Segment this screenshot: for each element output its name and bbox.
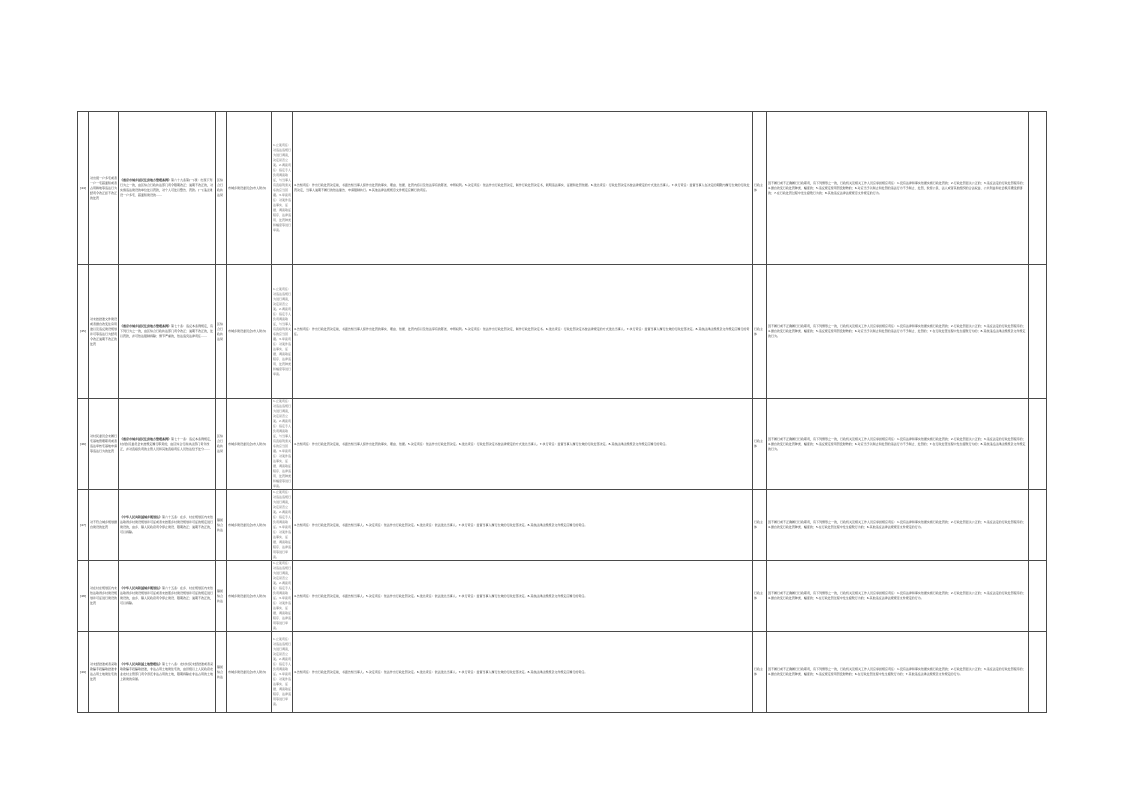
liability-text-b: 3.违反法定的行政处罚程序的；4.擅自改变行政处罚种类、幅度的；5.在行政处罚过程中发生腐败行为的；6.其他违反法律法规规章文件规定的行为。 <box>768 591 1026 600</box>
responsibility-summary: 1.立案责任：对违法违规行为进行调查，决定是否立案。2.调查责任：指定专人负责调查取证，与当事人有直接利害关系的应当回避。3.审查责任：对案件违法事实、证据、调查取证程序、法律适用、处罚种类和幅度等进行审查。 <box>272 112 293 265</box>
liability-text-a: 因不履行或不正确履行行政职责，有下列情形之一的，行政机关及相关工作人员应承担相应责任：1.没有法律和事实依据实施行政处罚的；2.行政处罚显失公正的； <box>768 520 984 524</box>
remarks-cell <box>1029 112 1047 265</box>
remarks-cell <box>1029 632 1047 713</box>
legal-basis <box>119 561 216 632</box>
item-name: 对未按批准文件建设或者擅自改变住房用途以及违反建设规划许可等违法行为经责令改正逾期不改正的处罚 <box>89 265 119 399</box>
liability-text-a: 因不履行或不正确履行行政职责，有下列情形之一的，行政机关及相关工作人员应承担相应责任：1.没有法律和事实依据实施行政处罚的；2.行政处罚显失公正的；3.违反法定的行政处罚程序的；4.擅自改变行政处罚种类、幅度的；5.违反规定使用罚没财物的； <box>768 180 1026 190</box>
law-title: 《中华人民共和国城乡规划法》 <box>120 586 163 590</box>
responsibility-detail: 4.告知责任：作出行政处罚决定前，书面告知当事人。5.决定责任：依法作出行政处罚决定。6.送达责任：依法送达当事人。7.执行责任：监督当事人履行生效的行政处罚决定。8.其他法律法规规章文件规定应履行的责任。 <box>293 490 753 561</box>
table-row <box>78 490 1047 561</box>
responsibility-summary: 1.立案责任：对违法违规行为进行调查，决定是否立案。2.调查责任：指定专人负责调查取证，与当事人有直接利害关系的应当回避。3.审查责任：对案件违法事实、证据、调查取证程序、法律适用、处罚种类和幅度等进行审查。 <box>272 265 293 399</box>
item-name: 对村民委员会未履行宅基地管理职责或者违法审核宅基地申请等违法行为的处罚 <box>89 399 119 490</box>
responsible-department: 市城乡建设委员会(市人防办) <box>227 561 272 632</box>
responsible-department: 市城乡建设委员会(市人防办) <box>227 490 272 561</box>
item-name: 对出现一户多宅或者一户一宅超面积或者占用耕地等违法行为经责令改正拒不改正的处罚 <box>89 112 119 265</box>
liability-text-b: 4.擅自改变行政处罚种类、幅度的；5.违反规定使用罚没财物的；6.对应当予以制止和处罚的违法行为不予制止、处罚的；7.在行政处罚过程中发生腐败行为的；8.其他违反法律法规规章文件规定的行为。 <box>768 441 1026 451</box>
row-number: [48] <box>78 561 89 632</box>
responsibility-detail: 4.告知责任：作出行政处罚决定前，书面告知当事人。5.决定责任：依法作出行政处罚决定。6.送达责任：依法送达当事人。7.执行责任：监督当事人履行生效的行政处罚决定。8.其他法律法规规章文件规定应履行的责任。 <box>293 561 753 632</box>
responsibility-summary: 1.立案责任：对违法违规行为进行调查，决定是否立案。2.调查责任：指定专人负责调查取证，与当事人有直接利害关系的应当回避。3.审查责任：对案件违法事实、证据、调查取证程序、法律适用、处罚种类和幅度等进行审查。 <box>273 399 292 488</box>
law-title: 《南京市城乡居民住房地方管理条例》 <box>120 178 172 182</box>
liability-situations <box>767 632 1029 713</box>
legal-basis <box>119 112 216 265</box>
liability-situations <box>767 112 1029 265</box>
law-title: 《南京市城乡居民住房地方管理条例》 <box>120 324 172 328</box>
legal-basis <box>119 632 216 713</box>
legal-basis <box>119 265 216 399</box>
row-number: [47] <box>78 490 89 561</box>
law-text: 第七十条：违反本条例规定，有下列行为之一的，由区综合行政执法部门责令改正；逾期不改正的，处以罚款，并可依法强制拆除；情节严重的，依法追究法律责任…… <box>120 324 214 338</box>
responsible-department: 市城乡建设委员会(市人防办) <box>227 112 272 265</box>
responsibility-detail: 4.告知责任：作出行政处罚决定前，书面告知当事人拟作出处罚的事实、理由、依据。5.决定责任：依法作出行政处罚决定。6.送达责任：行政处罚决定书按法律规定的方式送达当事人。7.执行责任：监督当事人履行生效的行政处罚决定。8.其他法律法规规章文件规定应履行的责任。 <box>293 399 753 490</box>
responsible-department: 市城乡建设委员会(市人防办) <box>227 265 272 399</box>
power-list-table <box>77 111 1047 713</box>
legal-basis <box>119 399 216 490</box>
implementing-subject: 镇街综合执法 <box>216 490 227 561</box>
row-number: [44] <box>78 112 89 265</box>
liability-text-a: 因不履行或不正确履行行政职责，有下列情形之一的，行政机关及相关工作人员应承担相应责任：1.没有法律和事实依据实施行政处罚的；2.行政处罚显失公正的； <box>768 667 984 671</box>
liability-text-a: 因不履行或不正确履行行政职责，有下列情形之一的，行政机关及相关工作人员应承担相应责任：1.没有法律和事实依据实施行政处罚的；2.行政处罚显失公正的； <box>768 591 984 595</box>
implementing-subject: 区综合行政执法局 <box>216 399 227 490</box>
law-text: 第七十一条：违反本条例规定，村(居)民委员会未按规定履行职责的，由区综合行政执法部门责令改正，并对直接负责的主管人员和其他直接责任人员依法给予处分…… <box>120 436 214 451</box>
liability-subject: 行政主体 <box>753 490 767 561</box>
law-title: 《南京市城乡居民住房地方管理条例》 <box>120 436 172 441</box>
law-text: 第六十五条：在乡、村庄规划区内未依法取得乡村建设规划许可证或者未按照乡村建设规划许可证的规定进行建设的，由乡、镇人民政府责令停止建设、限期改正；逾期不改正的，可以拆除。 <box>120 515 214 534</box>
implementing-subject: 镇街综合执法 <box>216 561 227 632</box>
implementing-subject: 镇街综合执法 <box>216 632 227 713</box>
table-row <box>78 561 1047 632</box>
item-name: 对未经批准或者采取欺骗手段骗取批准非法占用土地建住宅的处罚 <box>89 632 119 713</box>
liability-text-a: 因不履行或不正确履行行政职责，有下列情形之一的，行政机关及相关工作人员应承担相应责任：1.没有法律和事实依据实施行政处罚的；2.行政处罚显失公正的；3.违反法定的行政处罚程序的；4.擅自改变行政处罚种类、幅度的； <box>768 324 1026 333</box>
liability-subject: 行政主体 <box>753 561 767 632</box>
table-row <box>78 399 1047 490</box>
implementing-subject: 区综合行政执法局 <box>216 265 227 399</box>
liability-text-b: 5.违反规定使用罚没财物的；6.对应当予以制止和处罚的违法行为不予制止、处罚的；7.在行政处罚过程中发生腐败行为的；8.其他违反法律法规规章文件规定的行为。 <box>768 329 1026 338</box>
implementing-subject: 区综合行政执法局 <box>216 112 227 265</box>
remarks-cell <box>1029 265 1047 399</box>
law-text: 第六十五条：在乡、村庄规划区内未依法取得乡村建设规划许可证或者未按照乡村建设规划许可证的规定进行建设的，由乡、镇人民政府责令停止建设、限期改正；逾期不改正的，可以拆除。 <box>120 586 214 605</box>
document-page <box>77 111 1046 706</box>
item-name: 对在村庄规划区内未依法取得乡村建设规划许可证进行建设的处罚 <box>89 561 119 632</box>
liability-text-a: 因不履行或不正确履行行政职责，有下列情形之一的，行政机关及相关工作人员应承担相应责任：1.没有法律和事实依据实施行政处罚的；2.行政处罚显失公正的；3.违反法定的行政处罚程序的； <box>768 436 1026 441</box>
table-row <box>78 265 1047 399</box>
responsibility-summary: 1.立案责任：对违法违规行为进行调查，决定是否立案。2.调查责任：指定专人负责调查取证。3.审查责任：对案件违法事实、证据、调查取证程序、法律适用等进行审查。 <box>273 490 292 559</box>
remarks-cell <box>1029 490 1047 561</box>
responsible-department: 市城乡建设委员会(市人防办) <box>227 399 272 490</box>
row-number: [46] <box>78 399 89 490</box>
legal-basis <box>119 490 216 561</box>
item-name: 对不符合城乡规划擅自建设的处罚 <box>89 490 119 561</box>
responsibility-summary: 1.立案责任：对违法违规行为进行调查，决定是否立案。2.调查责任：指定专人负责调查取证。3.审查责任：对案件违法事实、证据、调查取证程序、法律适用等进行审查。 <box>273 561 292 630</box>
responsibility-detail: 4.告知责任：作出行政处罚决定前，书面告知当事人。5.决定责任：依法作出行政处罚决定。6.送达责任：依法送达当事人。7.执行责任：监督当事人履行生效的行政处罚决定。8.其他法律法规规章文件规定应履行的责任。 <box>293 632 753 713</box>
liability-subject: 行政主体 <box>753 265 767 399</box>
responsibility-detail: 4.告知责任：作出行政处罚决定前，书面告知当事人拟作出处罚的事实、理由、依据、处罚内容以及依法享有的陈述、申辩权利。5.决定责任：依法作出行政处罚决定，制作行政处罚决定书。6.送达责任：行政处罚决定书按法律规定的方式送达当事人。7.执行责任：监督当事人履行生效的行政处罚决定。8.其他法律法规规章文件规定应履行的责任。 <box>293 265 753 399</box>
liability-text-b: 3.违反法定的行政处罚程序的；4.擅自改变行政处罚种类、幅度的；5.违反规定使用罚没财物的；6.在行政处罚过程中发生腐败行为的；7.其他违反法律法规规章文件规定的行为。 <box>768 667 1026 676</box>
liability-situations <box>767 399 1029 490</box>
liability-subject: 行政主体 <box>753 112 767 265</box>
responsibility-summary: 1.立案责任：对违法违规行为进行调查，决定是否立案。2.调查责任：指定专人负责调查取证。3.审查责任：对案件违法事实、证据、调查取证程序、法律适用等进行审查。 <box>272 632 293 713</box>
row-number: [49] <box>78 632 89 713</box>
law-title: 《中华人民共和国城乡规划法》 <box>120 515 163 519</box>
table-row <box>78 632 1047 713</box>
liability-situations <box>767 490 1029 561</box>
law-text: 第六十九条第(一)项：出现下列行为之一的，由区综合行政执法部门责令限期改正；逾期不改正的，对实施违法建设的单位处以罚款，对个人可处以警告、罚款。(一)违法建设一户多宅、超面积建设的…… <box>120 178 214 197</box>
responsibility-detail: 4.告知责任：作出行政处罚决定前，书面告知当事人拟作出处罚的事实、理由、依据、处罚内容以及依法享有的陈述、申辩权利。5.决定责任：依法作出行政处罚决定，制作行政处罚决定书，载明违法事实、证据和处罚依据。6.送达责任：行政处罚决定书按法律规定的方式送达当事人。7.执行责任：监督当事人在决定的期限内履行生效的行政处罚决定，当事人逾期不履行的依法催告、申请强制执行。8.其他法律法规规章文件规定应履行的责任。 <box>293 112 753 265</box>
remarks-cell <box>1029 561 1047 632</box>
liability-situations <box>767 561 1029 632</box>
responsible-department: 市城乡建设委员会(市人防办) <box>227 632 272 713</box>
table-row <box>78 112 1047 265</box>
liability-text-b: 3.违反法定的行政处罚程序的；4.擅自改变行政处罚种类、幅度的；5.在行政处罚过程中发生腐败行为的；6.其他违反法律法规规章文件规定的行为。 <box>768 520 1026 529</box>
law-title: 《中华人民共和国土地管理法》 <box>120 662 163 666</box>
liability-text-b: 6.对应当予以制止和处罚的违法行为不予制止、处罚，致使公民、法人或者其他组织的合法权益、公共利益和社会秩序遭受损害的；7.在行政处罚过程中发生腐败行为的；8.其他违反法律法规规章文件规定的行为。 <box>768 185 1023 195</box>
remarks-cell <box>1029 399 1047 490</box>
liability-situations <box>767 265 1029 399</box>
row-number: [45] <box>78 265 89 399</box>
liability-subject: 行政主体 <box>753 632 767 713</box>
law-text: 第七十八条：农村村民未经批准或者采取欺骗手段骗取批准，非法占用土地建住宅的，由县级以上人民政府农业农村主管部门责令退还非法占用的土地，限期拆除在非法占用的土地上新建的房屋。 <box>120 662 214 681</box>
liability-subject: 行政主体 <box>753 399 767 490</box>
